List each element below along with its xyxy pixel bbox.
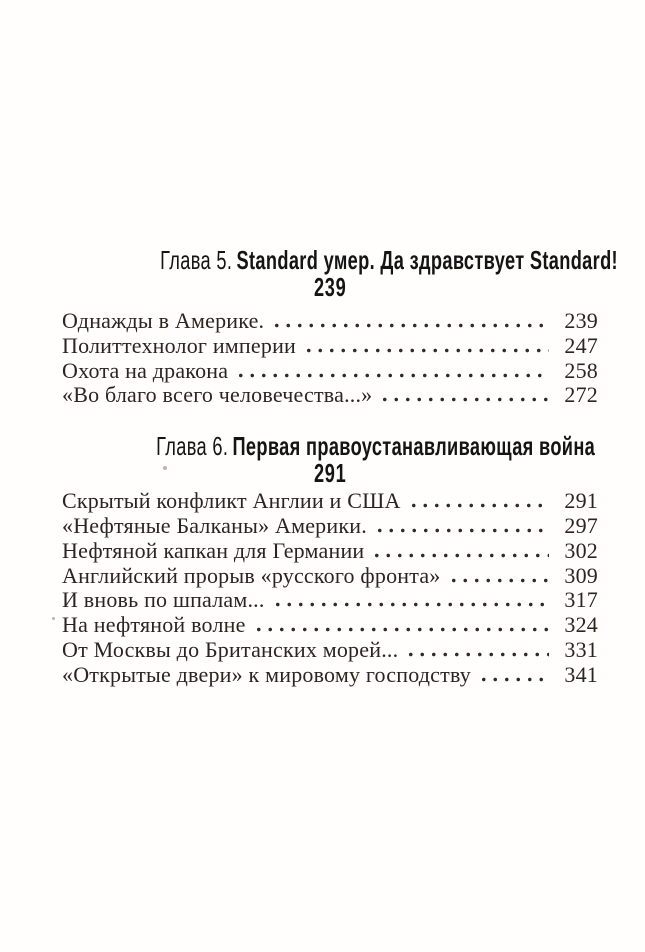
scan-speck	[163, 466, 167, 470]
scan-speck	[52, 617, 55, 620]
toc-entry	[62, 359, 598, 384]
toc-entry-page: 341	[564, 661, 598, 687]
toc-entry-page: 297	[564, 512, 598, 538]
dot-leader	[448, 578, 550, 583]
toc-entry-page: 272	[564, 382, 598, 408]
toc-entry-page: 317	[564, 587, 598, 613]
chapter-6-page-number: 291	[313, 458, 347, 489]
dot-leader	[235, 373, 549, 378]
toc-entry-page: 239	[564, 308, 598, 333]
toc-entry-title: Политтехнолог империи	[62, 332, 297, 358]
dot-leader	[303, 348, 549, 353]
toc-entry-title: Скрытый конфликт Англии и США	[62, 488, 401, 514]
dot-leader	[374, 528, 549, 533]
table-of-contents	[62, 245, 618, 688]
chapter-5-heading	[62, 245, 618, 302]
toc-entry-title: «Открытые двери» к мировому господству	[62, 661, 471, 687]
chapter-5-page-number: 239	[313, 272, 347, 302]
chapter-5-heading-line	[62, 245, 618, 275]
chapter-5-page-line	[62, 274, 598, 301]
toc-entry	[62, 383, 598, 408]
dot-leader	[371, 553, 549, 558]
toc-entry	[62, 588, 598, 613]
toc-entry-title: От Москвы до Британских морей...	[62, 636, 399, 662]
chapter-6-page-line	[62, 460, 598, 487]
toc-entry-page: 331	[564, 636, 598, 662]
chapter-6-entries	[62, 489, 598, 687]
toc-entry-page: 258	[564, 357, 598, 383]
toc-entry-title: Охота на дракона	[62, 357, 229, 383]
toc-entry-title: Нефтяной капкан для Германии	[62, 537, 365, 563]
toc-entry	[62, 334, 598, 359]
toc-entry-page: 309	[564, 562, 598, 588]
toc-entry	[62, 663, 598, 688]
toc-entry-title: На нефтяной волне	[62, 612, 246, 638]
toc-entry	[62, 489, 598, 514]
toc-entry-title: И вновь по шпалам...	[62, 587, 265, 613]
toc-entry-page: 291	[564, 488, 598, 514]
toc-entry	[62, 514, 598, 539]
toc-entry-page: 247	[564, 332, 598, 358]
toc-entry	[62, 613, 598, 638]
toc-entry-title: «Нефтяные Балканы» Америки.	[62, 512, 367, 538]
chapter-5-title: Standard умер. Да здравствует Standard!	[236, 245, 618, 275]
dot-leader	[253, 627, 549, 632]
dot-leader	[379, 397, 549, 402]
dot-leader	[478, 677, 549, 682]
chapter-5-entries	[62, 309, 598, 408]
toc-entry-title: Английский прорыв «русского фронта»	[62, 562, 441, 588]
toc-entry	[62, 564, 598, 589]
toc-entry-page: 324	[564, 612, 598, 638]
dot-leader	[408, 503, 549, 508]
toc-entry	[62, 638, 598, 663]
toc-entry-title: Однажды в Америке.	[62, 308, 265, 333]
dot-leader	[405, 652, 549, 657]
chapter-6-title: Первая правоустанавливающая война	[232, 431, 596, 462]
toc-entry-title: «Во благо всего человечества...»	[62, 382, 373, 408]
toc-entry	[62, 309, 598, 334]
dot-leader	[272, 602, 549, 607]
chapter-5-number: Глава 5.	[160, 245, 233, 275]
chapter-6-heading-line	[62, 433, 598, 460]
toc-entry-page: 302	[564, 537, 598, 563]
chapter-6-heading	[62, 433, 598, 487]
dot-leader	[271, 323, 549, 328]
chapter-6-number: Глава 6.	[156, 431, 229, 462]
toc-entry	[62, 539, 598, 564]
